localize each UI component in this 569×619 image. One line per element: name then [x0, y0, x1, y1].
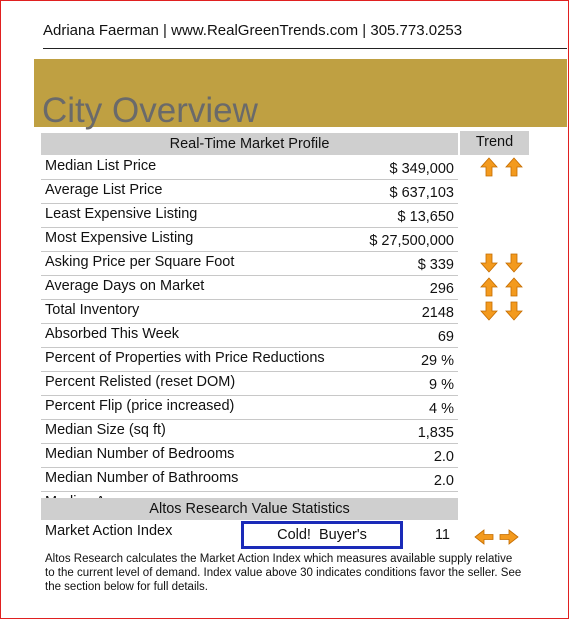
row-label: Asking Price per Square Foot: [45, 254, 235, 270]
row-value: $ 349,000: [389, 161, 454, 177]
arrow-down-icon: [504, 253, 524, 273]
trend-up-indicator: [479, 276, 525, 298]
row-value: 29 %: [420, 353, 454, 369]
header-divider: [43, 48, 567, 49]
trend-heading: Trend: [460, 131, 529, 155]
market-action-trend-arrows: [474, 527, 524, 547]
arrow-up-icon: [479, 157, 499, 177]
value-statistics-heading: Altos Research Value Statistics: [41, 498, 458, 520]
row-label: Most Expensive Listing: [45, 230, 194, 246]
table-row: [41, 180, 458, 204]
table-row: [41, 468, 458, 492]
row-label: Median Number of Bedrooms: [45, 446, 235, 462]
row-value: $ 637,103: [389, 185, 454, 201]
agent-contact-header: Adriana Faerman | www.RealGreenTrends.com | 305.773.0253: [43, 22, 463, 39]
table-row: [41, 348, 458, 372]
table-row: [41, 156, 458, 180]
market-action-index-label: Market Action Index: [45, 523, 173, 539]
row-value: 2148: [421, 305, 454, 321]
table-row: [41, 228, 458, 252]
market-action-index-value: 11: [434, 527, 450, 543]
row-label: Least Expensive Listing: [45, 206, 198, 222]
row-value: 2.0: [433, 449, 454, 465]
row-label: Median Size (sq ft): [45, 422, 166, 438]
row-label: Percent Relisted (reset DOM): [45, 374, 236, 390]
row-label: Total Inventory: [45, 302, 140, 318]
row-value: 9 %: [429, 377, 454, 393]
row-value: 296: [429, 281, 454, 297]
row-label: Median List Price: [45, 158, 157, 174]
row-label: Average List Price: [45, 182, 163, 198]
trend-up-indicator: [479, 156, 525, 178]
table-row: [41, 252, 458, 276]
table-row: [41, 324, 458, 348]
market-profile-heading: Real-Time Market Profile: [41, 133, 458, 155]
market-profile-table: [41, 156, 458, 516]
table-row: [41, 276, 458, 300]
table-row: [41, 372, 458, 396]
trend-down-indicator: [479, 300, 525, 322]
row-label: Percent of Properties with Price Reductions: [45, 350, 325, 366]
table-row: [41, 420, 458, 444]
row-label: Percent Flip (price increased): [45, 398, 235, 414]
page-title: City Overview: [42, 91, 258, 130]
market-action-status-box: Cold! Buyer's: [241, 521, 403, 549]
arrow-left-icon: [474, 527, 494, 547]
market-action-note: Altos Research calculates the Market Action Index which measures available supply relative to the current level of demand. Index value above 30 indicates conditions favor the seller. See the section below for full details.: [45, 553, 522, 593]
table-row: [41, 300, 458, 324]
arrow-down-icon: [479, 301, 499, 321]
table-row: [41, 396, 458, 420]
arrow-up-icon: [504, 277, 524, 297]
trend-down-indicator: [479, 252, 525, 274]
arrow-up-icon: [504, 157, 524, 177]
arrow-down-icon: [504, 301, 524, 321]
row-value: 1,835: [417, 425, 454, 441]
row-label: Average Days on Market: [45, 278, 205, 294]
arrow-down-icon: [479, 253, 499, 273]
row-value: $ 339: [417, 257, 454, 273]
table-row: [41, 204, 458, 228]
row-value: $ 13,650: [397, 209, 454, 225]
table-row: [41, 444, 458, 468]
row-value: 2.0: [433, 473, 454, 489]
row-label: Median Number of Bathrooms: [45, 470, 239, 486]
row-value: 4 %: [429, 401, 454, 417]
row-value: $ 27,500,000: [369, 233, 454, 249]
arrow-up-icon: [479, 277, 499, 297]
row-value: 69: [437, 329, 454, 345]
arrow-right-icon: [499, 527, 519, 547]
row-label: Absorbed This Week: [45, 326, 180, 342]
